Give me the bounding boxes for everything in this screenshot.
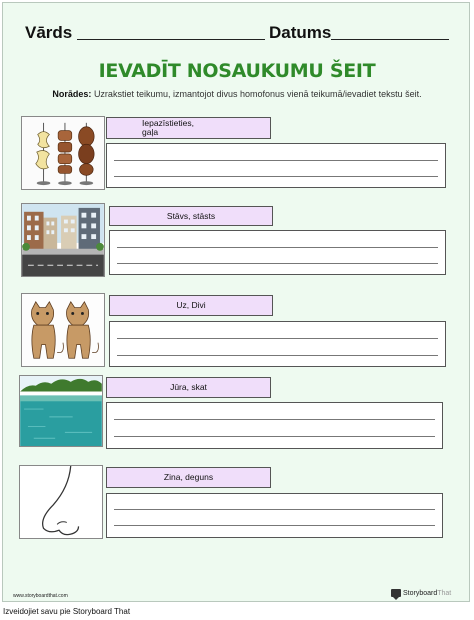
date-line[interactable] [331,39,449,40]
answer-box-1[interactable] [106,143,446,188]
instructions [3,89,471,99]
instructions-text: Uzrakstiet teikumu, izmantojot divus homofonus vienā teikumā/ievadiet tekstu šeit. [93,89,422,99]
storyboardthat-logo[interactable] [391,589,451,597]
word-pair-label-2 [109,206,273,226]
sea-and-island-picture [19,375,103,447]
footer-url[interactable]: www.storyboardthat.com [13,593,68,599]
answer-box-2[interactable] [109,230,446,275]
word-pair-3-text: Uz, Divi [176,300,206,310]
logo-word-storyboard: Storyboard [403,589,438,597]
speech-bubble-icon [391,589,401,597]
word-pair-4-text: Jūra, skat [170,382,207,392]
instructions-label: Norādes: [52,89,92,99]
answer-box-5[interactable] [106,493,443,538]
answer-box-4[interactable] [106,402,443,449]
name-label: Vārds [25,23,73,42]
worksheet-title: IEVADĪT NOSAUKUMU ŠEIT [98,60,376,82]
bread-and-sausage-skewers-picture [21,116,105,190]
date-label: Datums [269,23,332,42]
word-pair-label-1 [106,117,271,139]
word-pair-2-text: Stāvs, stāsts [166,210,216,221]
word-pair-label-5 [106,467,271,488]
worksheet-page [2,2,470,602]
word-pair-5-text: Zina, deguns [163,472,214,482]
two-cats-picture [21,293,105,367]
answer-box-3[interactable] [109,321,446,367]
word-pair-label-4 [106,377,271,398]
word-pair-1-line1: Iepazīstieties, [142,118,194,128]
word-pair-1-line2: gaļa [142,127,159,137]
nose-picture [19,465,103,539]
logo-word-that: That [437,589,452,597]
name-line[interactable] [77,39,265,40]
city-street-buildings-picture [21,203,105,277]
word-pair-label-3 [109,295,273,316]
create-your-own-caption[interactable]: Izveidojiet savu pie Storyboard That [3,607,131,616]
